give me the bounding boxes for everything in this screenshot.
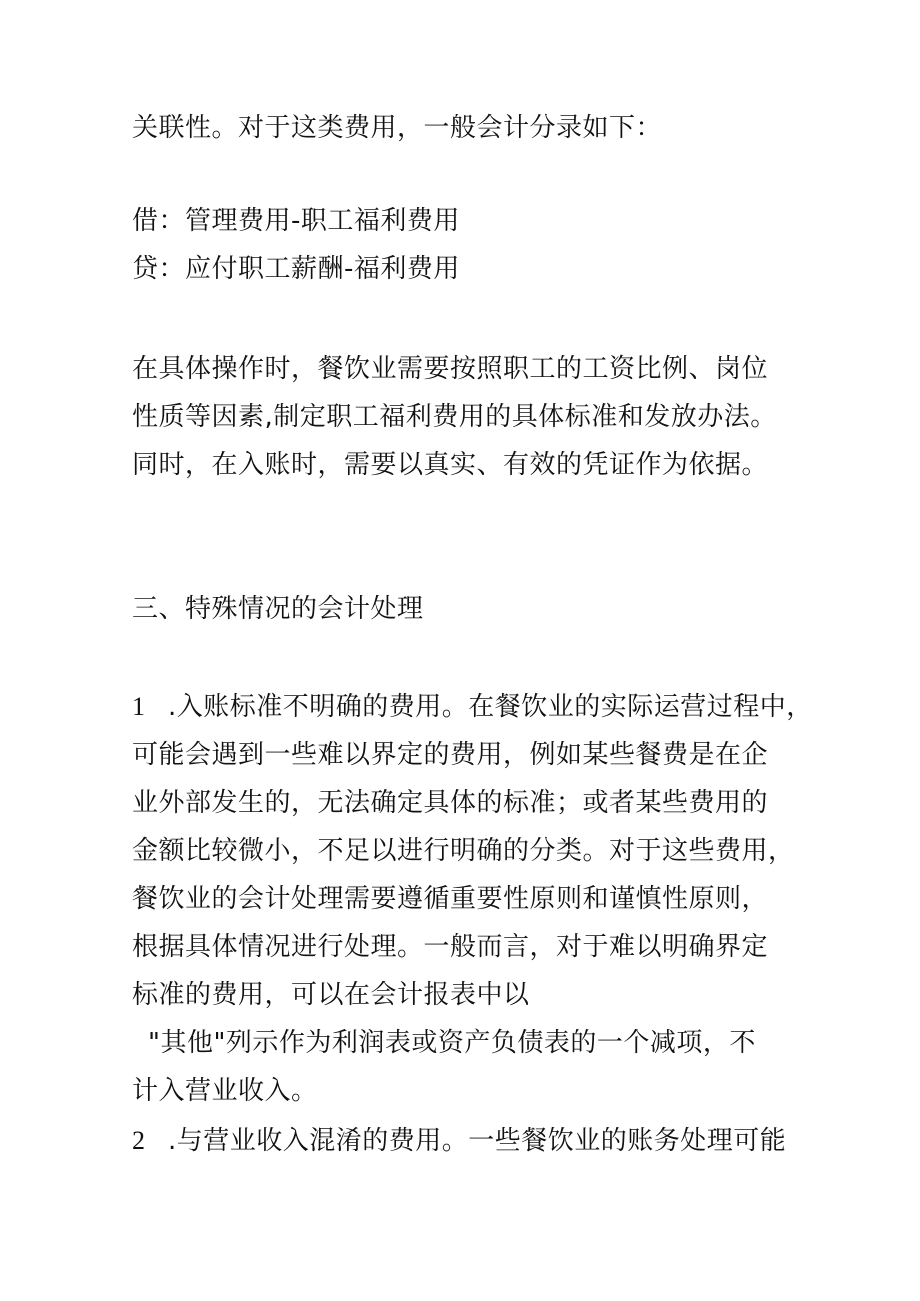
list-item-line: 餐饮业的会计处理需要遵循重要性原则和谨慎性原则，: [132, 884, 769, 914]
list-number: 1: [132, 692, 146, 721]
list-item-text: .入账标准不明确的费用。在餐饮业的实际运营过程中，: [168, 692, 813, 722]
section-heading: 三、特殊情况的会计处理: [132, 594, 424, 624]
list-item-line: 标准的费用，可以在会计报表中以: [132, 980, 530, 1010]
list-item-line: 计入营业收入。: [132, 1076, 318, 1106]
paragraph-line: 性质等因素,制定职工福利费用的具体标准和发放办法。: [132, 402, 777, 432]
list-item-line: 业外部发生的，无法确定具体的标准；或者某些费用的: [132, 788, 769, 818]
credit-entry: 贷：应付职工薪酬-福利费用: [132, 254, 460, 284]
list-item-line: 根据具体情况进行处理。一般而言，对于难以明确界定: [132, 932, 769, 962]
paragraph-line: 在具体操作时，餐饮业需要按照职工的工资比例、岗位: [132, 354, 769, 384]
list-number: 2: [132, 1126, 146, 1155]
list-item-line: "其他"列示作为利润表或资产负债表的一个减项，不: [148, 1028, 756, 1058]
list-item-2-first-line: [132, 1124, 786, 1158]
list-item-line: 可能会遇到一些难以界定的费用，例如某些餐费是在企: [132, 740, 769, 770]
debit-entry: 借：管理费用-职工福利费用: [132, 206, 460, 236]
list-item-line: 金额比较微小，不足以进行明确的分类。对于这些费用，: [132, 836, 795, 866]
list-item-text: .与营业收入混淆的费用。一些餐饮业的账务处理可能: [168, 1126, 787, 1156]
intro-line: 关联性。对于这类费用，一般会计分录如下：: [132, 113, 663, 143]
list-item-1-first-line: [132, 690, 813, 724]
paragraph-line: 同时，在入账时，需要以真实、有效的凭证作为依据。: [132, 450, 769, 480]
